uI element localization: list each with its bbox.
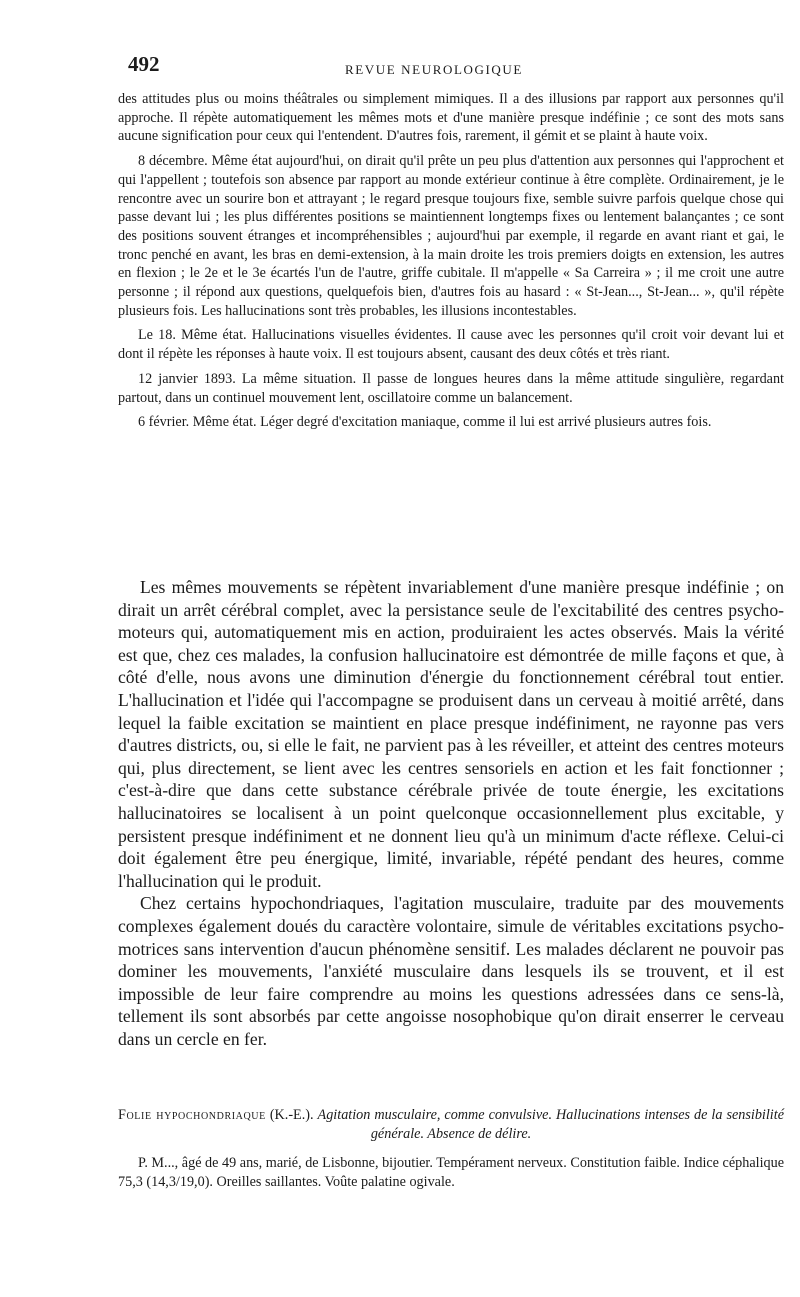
paragraph: Chez certains hypochondriaques, l'agitation musculaire, traduite par des mouvements complexes également doués du caractère volontaire, simule de véritables excitations psycho-motrices sans intervention d'aucun phénomène sensitif. Les malades déclarent ne pouvoir pas dominer les mouvements, l'anxiété musculaire dans lesquels ils se trouvent, et il est impossible de leur faire comprendre au moins les questions adressées dans ce sens-là, tellement ils sont absorbés par cette angoisse nosophobique qu'on dirait enserrer le cerveau dans un cercle en fer. <box>118 893 784 1049</box>
paragraph: 12 janvier 1893. La même situation. Il passe de longues heures dans la même attitude singulière, regardant partout, dans un continuel mouvement lent, oscillatoire comme un balancement. <box>118 370 784 406</box>
paragraph: 6 février. Même état. Léger degré d'excitation maniaque, comme il lui est arrivé plusieurs autres fois. <box>138 414 712 431</box>
running-title: REVUE NEUROLOGIQUE <box>345 62 523 77</box>
paragraph: des attitudes plus ou moins théâtrales ou simplement mimiques. Il a des illusions par rapport aux personnes qu'il approche. Il répète automatiquement les mêmes mots et d'une manière presque indéfinie ; ce sont des mots sans aucune signification pour ceux qui l'entendent. D'autres fois, rarement, il gémit et se plaint à haute voix. <box>118 91 784 145</box>
main-text <box>118 576 784 1050</box>
page-number: 492 <box>128 52 160 76</box>
case-label: Folie hypochondriaque <box>118 1107 266 1123</box>
case-body: P. M..., âgé de 49 ans, marié, de Lisbonne, bijoutier. Tempérament nerveux. Constitution faible. Indice céphalique 75,3 (14,3/19,0). Oreilles saillantes. Voûte palatine ogivale. <box>118 1155 784 1190</box>
case-title <box>118 1106 784 1144</box>
case-report <box>118 1106 784 1192</box>
paragraph: 8 décembre. Même état aujourd'hui, on dirait qu'il prête un peu plus d'attention aux personnes qui l'approchent et qui l'appellent ; toutefois son absence par rapport au monde extérieur continue à être complète. Ordinairement, je le rencontre avec un sourire bon et attrayant ; le regard presque toujours fixe, semble suivre parfois quelque chose qui passe devant lui ; les plus différentes positions se maintiennent longtemps fixes ou lentement balançantes ; ce sont des positions souvent étranges et incompréhensibles ; aujourd'hui par exemple, il regarde en avant riant et gai, le tronc penché en avant, les bras en demi-extension, à la main droite les trois premiers doigts en extension, les autres en flexion ; le 2e et le 3e écartés l'un de l'autre, griffe cubitale. Il m'appelle « Sa Carreira » ; il me croit une autre personne ; il répond aux questions, quelquefois bien, d'autres fois au hasard : « St-Jean..., St-Jean... », qu'il répète plusieurs fois. Les hallucinations sont très probables, les illusions incontestables. <box>118 153 784 319</box>
page-header <box>120 52 780 82</box>
paragraph: Le 18. Même état. Hallucinations visuelles évidentes. Il cause avec les personnes qu'il croit voir devant lui et dont il répète les réponses à haute voix. Il est toujours absent, causant des deux côtés et très riant. <box>118 327 784 363</box>
case-subtitle: Agitation musculaire, comme convulsive. Hallucinations intenses de la sensibilité générale. Absence de délire. <box>317 1107 784 1142</box>
paragraph: Les mêmes mouvements se répètent invariablement d'une manière presque indéfinie ; on dirait un arrêt cérébral complet, avec la persistance seule de l'excitabilité des centres psycho-moteurs qui, automatiquement mis en action, produiraient les actes observés. Mais la vérité est que, chez ces malades, la confusion hallucinatoire est démontrée de mille façons et que, à côté d'elle, nous avons une diminution d'énergie du fonctionnement cérébral tout entier. L'hallucination et l'idée qui l'accompagne se produisent dans un cerveau à moitié arrêté, dans lequel la faible excitation se maintient en place presque indéfiniment, ne rayonne pas vers d'autres districts, ou, si elle le fait, ne parvient pas à les réveiller, et atteint des centres moteurs qui, plus directement, se lient avec les centres sensoriels en action et les fait fonctionner ; c'est-à-dire que dans cette substance cérébrale privée de toute énergie, les excitations hallucinatoires se localisent à un point quelconque occasionnellement plus excitable, y persistent presque indéfiniment et ne donnent lieu qu'à un minimum d'acte réflexe. Celui-ci doit également être peu énergique, limité, invariable, répété pendant des heures, comme l'hallucination qui le produit. <box>118 577 784 891</box>
case-initials: (K.-E.). <box>269 1107 314 1123</box>
case-notes-small-print <box>118 90 784 438</box>
